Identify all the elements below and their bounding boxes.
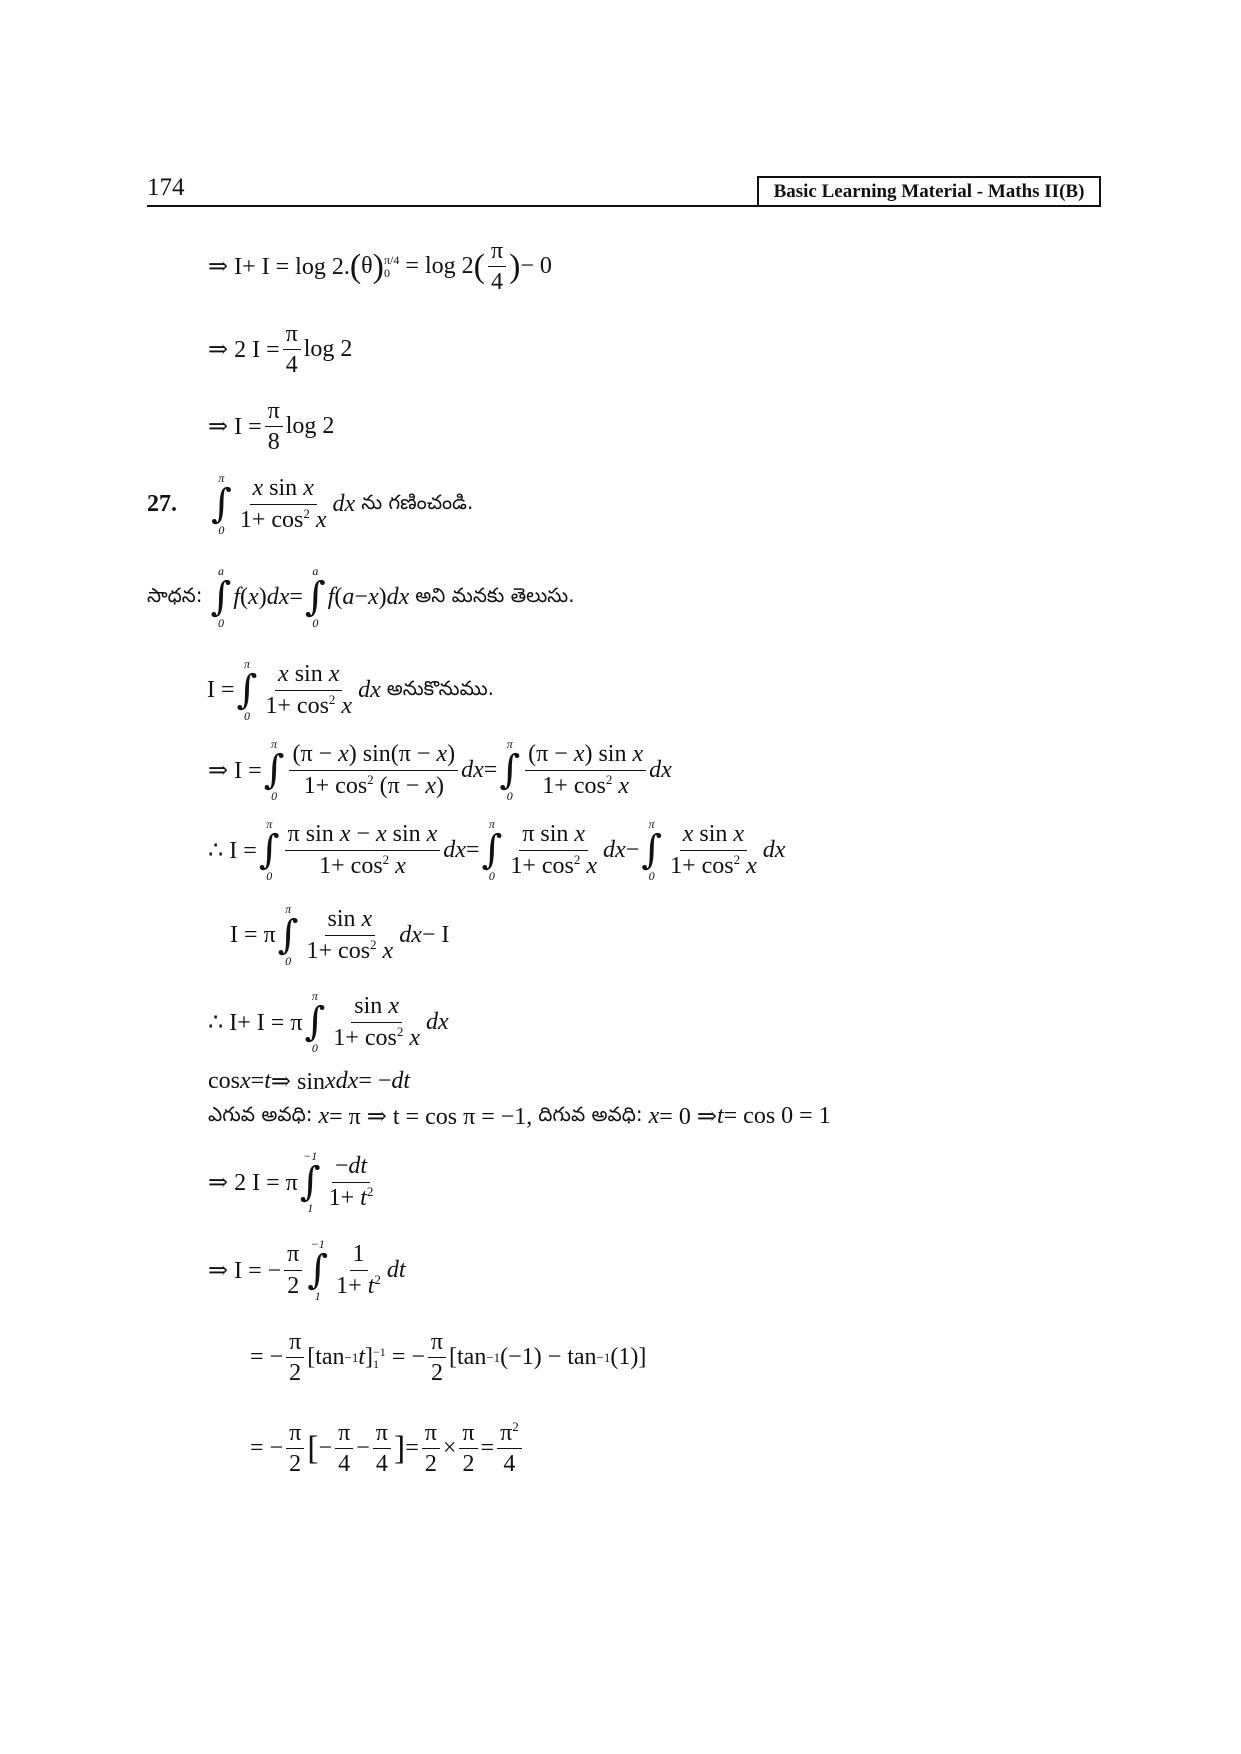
equation-i-plus-i: ∴ I+ I = π π ∫ 0 $\frac{\text{sin x}}{1+ \cos^2 x}$ dx	[208, 989, 449, 1055]
equation-arctan: = − $\frac{\pi}{2}$ [tan −1 t ] −1 1 = − $\frac{\pi}{2}$ [tan −1 (−1) − tan −1 (1)]	[250, 1329, 647, 1387]
equation-line-3: ⇒ I = $\frac{\pi}{8}$ log 2	[208, 398, 335, 456]
equation-pi-integral-minus-i: I = π π ∫ 0 $\frac{\text{sin x}}{1+ \cos^2 x}$ dx − I	[230, 902, 450, 968]
equation-i-half: ⇒ I = − $\frac{\pi}{2}$ −1 ∫ 1 $\frac{1}{1+ t^2}$ dt	[208, 1237, 406, 1303]
solution-property: సాధన: a ∫ 0 f ( x ) dx = a ∫ 0 f ( a − x ) dx అని మనకు తెలుసు.	[147, 564, 575, 630]
equation-line-2: ⇒ 2 I = $\frac{\pi}{4}$ log 2	[208, 321, 353, 379]
header-rule	[147, 205, 1099, 207]
equation-line-1: ⇒ I+ I = log 2. ( θ ) π/4 0 = log 2 ( $\frac{\pi}{4}$ ) − 0	[208, 238, 552, 296]
equation-property-applied: ⇒ I = π ∫ 0 $\frac{(\pi - x) \sin(\pi - x)}{1+ \cos^2 (\pi - x)}$ dx = π ∫ 0 $\frac{\text{(π − x) sin x}}{1+ \cos^2 x}$ dx	[208, 737, 672, 803]
upper-limit-label: ఎగువ అవధి:	[208, 1102, 313, 1126]
equation-split: ∴ I = π ∫ 0 $\frac{\text{π sin x − x sin x}}{1+ \cos^2 x}$ dx = π ∫ 0 $\frac{\text{π sin x}}{1+ \cos^2 x}$ dx − π ∫ 0 $\frac{\text{x sin x}}{1+ \cos^2 x}$ dx	[208, 817, 786, 883]
equation-substitution: cos x = t ⇒ sin xdx = − dt	[208, 1068, 411, 1095]
question-27: 27. π ∫ 0 $\frac{\text{x sin x}}{1+ \cos^2 x}$ dx ను గణించండి.	[147, 471, 474, 537]
assume-text: అనుకొనుము.	[386, 675, 495, 700]
lower-limit-label: దిగువ అవధి:	[538, 1102, 643, 1126]
running-header-title: Basic Learning Material - Maths II(B)	[757, 176, 1101, 207]
equation-limits: ఎగువ అవధి: x = π ⇒ t = cos π = −1, దిగువ అవధి: x = 0 ⇒ t = cos 0 = 1	[208, 1102, 831, 1130]
page-number: 174	[147, 174, 185, 201]
equation-final: = − $\frac{\pi}{2}$ [ − $\frac{\pi}{4}$ − $\frac{\pi}{4}$ ] = $\frac{\pi}{2}$ × $\frac{\pi}{2}$ = $\frac{\pi^2}{4}$	[250, 1420, 525, 1478]
solution-label: సాధన:	[147, 582, 203, 607]
question-suffix: ను గణించండి.	[361, 489, 474, 514]
equation-2i-substituted: ⇒ 2 I = π −1 ∫ 1 $\frac{-dt}{1+ t^2}$	[208, 1149, 374, 1215]
equation-assume: I = π ∫ 0 $\frac{\text{x sin x}}{1+ \cos^2 x}$ dx అనుకొనుము.	[207, 657, 495, 723]
solution-known-text: అని మనకు తెలుసు.	[415, 582, 575, 607]
question-number: 27.	[147, 490, 177, 517]
